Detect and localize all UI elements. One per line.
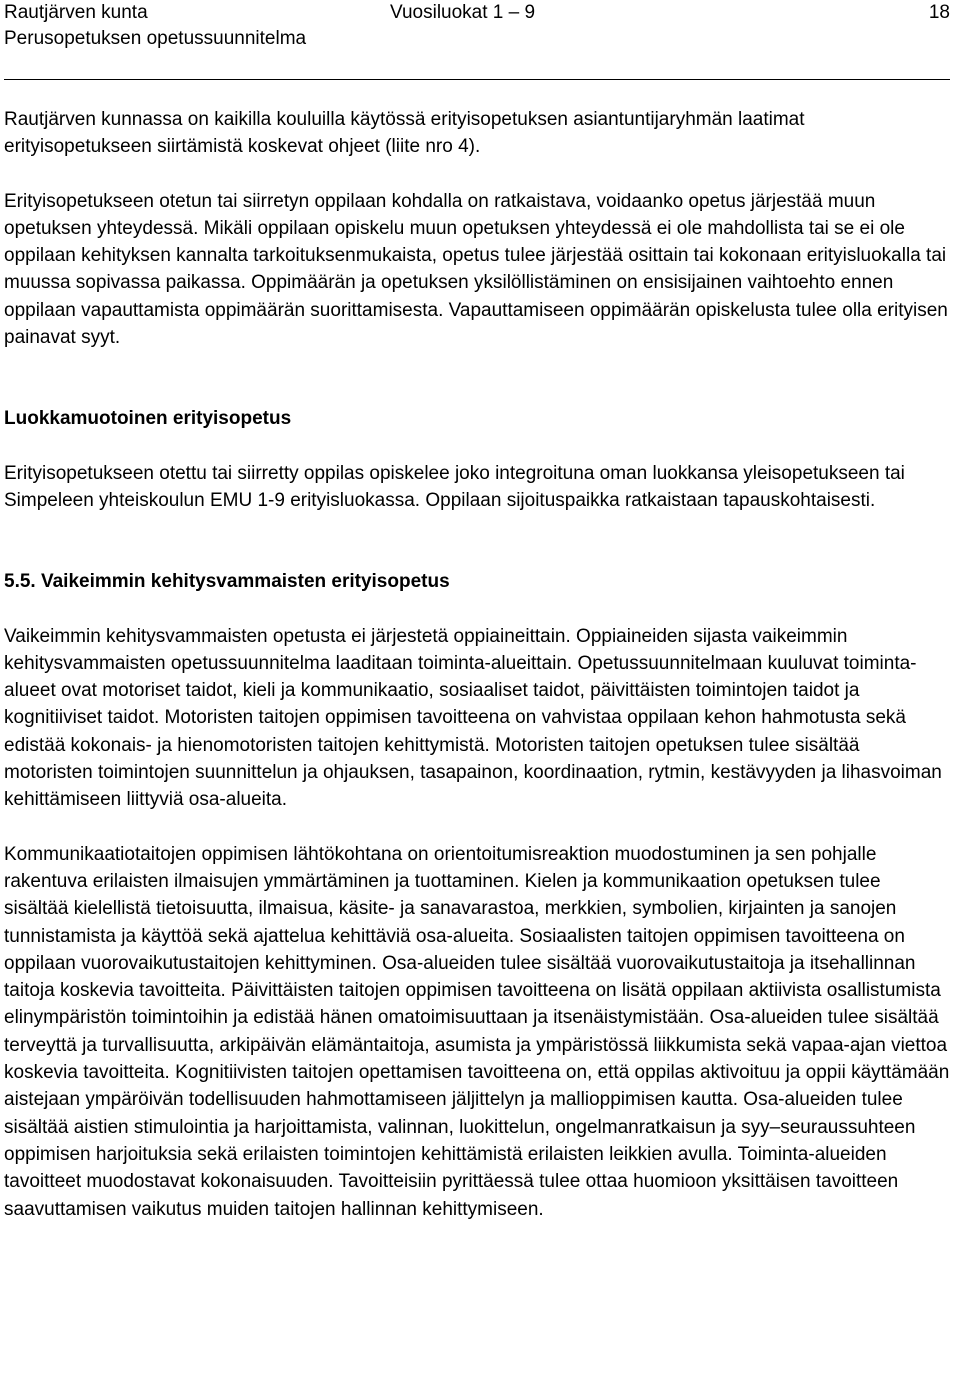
section-heading-class-based: Luokkamuotoinen erityisopetus: [4, 408, 292, 430]
paragraph-class-based: Erityisopetukseen otettu tai siirretty oppilas opiskelee joko integroituna oman luokkansa yleisopetukseen tai Simpeleen yhteiskoulun EMU 1-9 erityisluokassa. Oppilaan sijoituspaikka ratkaistaan tapauskohtaisesti.: [4, 462, 905, 511]
page-header: [4, 0, 950, 52]
header-rule: [4, 79, 950, 80]
page-body: [4, 106, 950, 1223]
paragraph-arrangement: Erityisopetukseen otetun tai siirretyn oppilaan kohdalla on ratkaistava, voidaanko opetus järjestää muun opetuksen yhteydessä. Mikäli oppilaan opiskelu muun opetuksen yhteydessä ei ole mahdollista tai se ei ole oppilaan kehityksen kannalta tarkoituksenmukaista, opetus tulee järjestää osittain tai kokonaan erityisluokalla tai muussa sopivassa paikassa. Oppimäärän ja opetuksen yksilöllistäminen on ensisijainen vaihtoehto ennen oppilaan vapauttamista oppimäärän suorittamisesta. Vapauttamiseen oppimäärän opiskelusta tulee olla erityisen painavat syyt.: [4, 190, 948, 349]
header-municipality: Rautjärven kunta: [4, 2, 148, 23]
paragraph-activity-areas: Vaikeimmin kehitysvammaisten opetusta ei järjestetä oppiaineittain. Oppiaineiden sijasta vaikeimmin kehitysvammaisten opetussuunnitelma laaditaan toiminta-alueittain. Opetussuunnitelmaan kuuluvat toiminta-alueet ovat motoriset taidot, kieli ja kommunikaatio, sosiaaliset taidot, päivittäisten toimintojen taidot ja kognitiiviset taidot. Motoristen taitojen oppimisen tavoitteena on vahvistaa oppilaan kehon hahmotusta sekä edistää kokonais- ja hienomotoristen taitojen kehittymistä. Motoristen taitojen opetuksen tulee sisältää motoristen toimintojen suunnittelun ja ohjauksen, tasapainon, koordinaation, rytmin, kestävyyden ja lihasvoiman kehittämiseen liittyviä osa-alueita.: [4, 625, 942, 811]
paragraph-guidelines: Rautjärven kunnassa on kaikilla kouluilla käytössä erityisopetuksen asiantuntijaryhmän laatimat erityisopetukseen siirtämistä koskevat ohjeet (liite nro 4).: [4, 109, 805, 158]
header-grades: Vuosiluokat 1 – 9: [390, 2, 536, 23]
paragraph-communication: Kommunikaatiotaitojen oppimisen lähtökohtana on orientoitumisreaktion muodostuminen ja sen pohjalle rakentuva erilaisten ilmaisujen ymmärtäminen ja tuottaminen. Kielen ja kommunikaation opetuksen tulee sisältää kielellistä tietoisuutta, ilmaisua, käsite- ja sanavarastoa, merkkien, symbolien, kirjainten ja sanojen tunnistamista ja käyttöä sekä ajattelua kehittäviä osa-alueita. Sosiaalisten taitojen oppimisen tavoitteena on oppilaan vuorovaikutustaitojen kehittyminen. Osa-alueiden tulee sisältää vuorovaikutustaitoja ja itsehallinnan taitoja koskevia tavoitteita. Päivittäisten taitojen oppimisen tavoitteena on lisätä oppilaan aktiivista osallistumista elinympäristön toimintoihin ja edistää hänen omatoimisuuttaan ja itsenäistymistään. Osa-alueiden tulee sisältää terveyttä ja turvallisuutta, arkipäivän elämäntaitoja, asumista ja ympäristössä liikkumista sekä vapaa-ajan viettoa koskevia tavoitteita. Kognitiivisten taitojen opettamisen tavoitteena on, että oppilas aktivoituu ja oppii käyttämään aistejaan ympäröivän todellisuuden hahmottamiseen jäljittelyn ja mallioppimisen kautta. Osa-alueiden tulee sisältää aistien stimulointia ja harjoittamista, valinnan, luokittelun, ongelmanratkaisun ja syy–seuraussuhteen oppimisen harjoituksia sekä erilaisten toimintojen kehittämistä erilaisten leikkien avulla. Toiminta-alueiden tavoitteet muodostavat kokonaisuuden. Tavoitteisiin pyrittäessä tulee ottaa huomioon yksittäisen tavoitteen saavuttamisen vaikutus muiden taitojen hallinnan kehittymiseen.: [4, 843, 950, 1220]
header-doc-title: Perusopetuksen opetussuunnitelma: [4, 28, 307, 49]
page-number: 18: [928, 2, 950, 23]
section-heading-5-5: 5.5. Vaikeimmin kehitysvammaisten erityisopetus: [4, 571, 450, 593]
